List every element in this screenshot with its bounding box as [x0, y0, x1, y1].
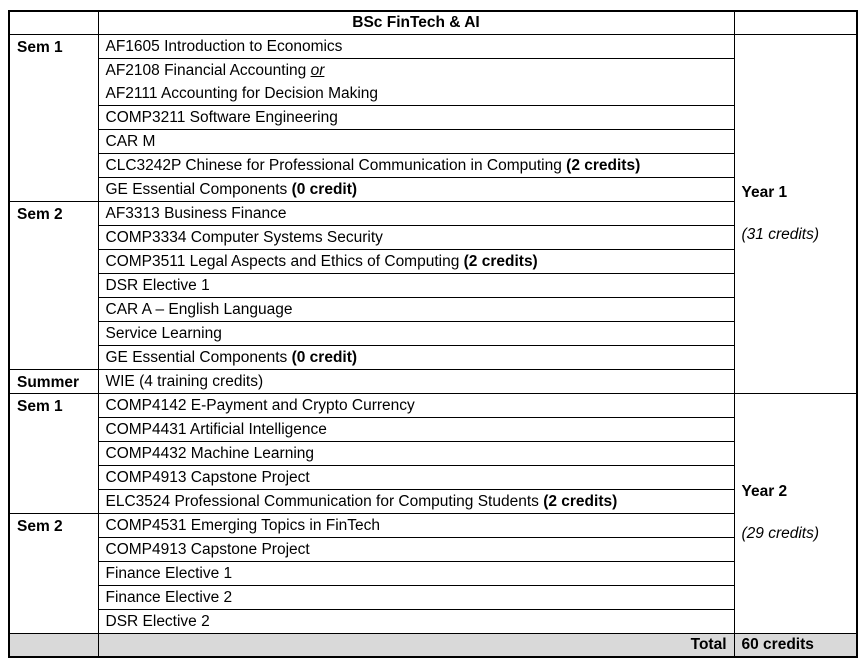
course-row [9, 513, 857, 537]
year-credits: (29 credits) [741, 525, 820, 542]
course-row [9, 321, 857, 345]
course-cell [98, 369, 734, 393]
course-text: CLC3242P Chinese for Professional Communication in Computing [105, 156, 567, 174]
course-text: COMP3334 Computer Systems Security [105, 228, 383, 246]
course-row [9, 273, 857, 297]
course-cell [98, 201, 734, 225]
sem-label: Summer [17, 373, 80, 391]
total-label: Total [98, 633, 734, 657]
course-row [9, 201, 857, 225]
course-rows-section [9, 34, 857, 633]
course-row [9, 34, 857, 58]
year-summary-cell [734, 393, 857, 633]
course-text: (0 credit) [291, 348, 358, 366]
course-text: or [310, 61, 325, 79]
sem-cell [9, 513, 98, 633]
header-empty-cell [9, 11, 98, 34]
course-cell [98, 225, 734, 249]
curriculum-table [8, 10, 858, 658]
course-text: Service Learning [105, 324, 222, 342]
course-text: Finance Elective 1 [105, 564, 233, 582]
course-row [9, 417, 857, 441]
course-cell [98, 489, 734, 513]
course-text: AF3313 Business Finance [105, 204, 287, 222]
course-cell [98, 441, 734, 465]
sem-label: Sem 1 [17, 38, 63, 56]
course-text: GE Essential Components [105, 180, 292, 198]
course-row [9, 105, 857, 129]
course-row [9, 561, 857, 585]
course-text: CAR A – English Language [105, 300, 293, 318]
course-cell [98, 345, 734, 369]
course-row [9, 441, 857, 465]
table-header-section [9, 11, 857, 34]
course-cell [98, 321, 734, 345]
course-text: (2 credits) [566, 156, 641, 174]
course-text: (0 credit) [291, 180, 358, 198]
year-label: Year 2 [741, 483, 788, 500]
program-title: BSc FinTech & AI [98, 11, 734, 34]
course-text: (2 credits) [543, 492, 618, 510]
course-row [9, 225, 857, 249]
course-text: AF1605 Introduction to Economics [105, 37, 343, 55]
course-cell [98, 129, 734, 153]
course-text: CAR M [105, 132, 156, 150]
course-cell [98, 393, 734, 417]
year-label: Year 1 [741, 183, 788, 201]
course-row [9, 465, 857, 489]
total-empty-cell [9, 633, 98, 657]
course-cell [98, 249, 734, 273]
course-cell [98, 561, 734, 585]
course-cell [98, 34, 734, 58]
course-row [9, 537, 857, 561]
course-text: COMP4142 E-Payment and Crypto Currency [105, 396, 415, 414]
sem-cell [9, 34, 98, 201]
course-text: WIE (4 training credits) [105, 372, 264, 390]
course-text: COMP3211 Software Engineering [105, 108, 338, 126]
sem-label: Sem 2 [17, 205, 63, 223]
course-cell [98, 513, 734, 537]
course-row [9, 129, 857, 153]
course-row [9, 393, 857, 417]
total-row [9, 633, 857, 657]
course-cell [98, 609, 734, 633]
course-row [9, 297, 857, 321]
course-cell [98, 177, 734, 201]
course-cell [98, 273, 734, 297]
course-row [9, 609, 857, 633]
course-text: COMP4913 Capstone Project [105, 540, 310, 558]
course-text: GE Essential Components [105, 348, 292, 366]
table-footer-section [9, 633, 857, 657]
sem-cell [9, 393, 98, 513]
course-row [9, 369, 857, 393]
sem-cell [9, 201, 98, 369]
course-cell [98, 537, 734, 561]
course-text: (2 credits) [463, 252, 538, 270]
course-text: COMP4431 Artificial Intelligence [105, 420, 327, 438]
sem-cell [9, 369, 98, 393]
course-text: COMP3511 Legal Aspects and Ethics of Computing [105, 252, 464, 270]
course-text: AF2111 Accounting for Decision Making [105, 84, 379, 102]
header-row [9, 11, 857, 34]
course-row [9, 249, 857, 273]
year-credits: (31 credits) [741, 225, 820, 243]
course-cell [98, 417, 734, 441]
course-text: Finance Elective 2 [105, 588, 233, 606]
course-text: COMP4531 Emerging Topics in FinTech [105, 516, 381, 534]
course-row [9, 585, 857, 609]
course-cell [98, 297, 734, 321]
course-cell [98, 58, 734, 105]
course-row [9, 345, 857, 369]
course-cell [98, 105, 734, 129]
course-row [9, 153, 857, 177]
course-row [9, 489, 857, 513]
course-text: COMP4913 Capstone Project [105, 468, 310, 486]
course-cell [98, 585, 734, 609]
course-row [9, 177, 857, 201]
course-text: DSR Elective 2 [105, 612, 210, 630]
total-credits-value: 60 credits [734, 633, 857, 657]
year-summary-cell [734, 34, 857, 393]
sem-label: Sem 1 [17, 397, 63, 415]
course-cell [98, 465, 734, 489]
header-empty-cell-right [734, 11, 857, 34]
sem-label: Sem 2 [17, 517, 63, 535]
course-text: ELC3524 Professional Communication for Computing Students [105, 492, 544, 510]
course-text: AF2108 Financial Accounting [105, 61, 311, 79]
course-cell [98, 153, 734, 177]
course-text: COMP4432 Machine Learning [105, 444, 315, 462]
course-row [9, 58, 857, 105]
course-text: DSR Elective 1 [105, 276, 210, 294]
